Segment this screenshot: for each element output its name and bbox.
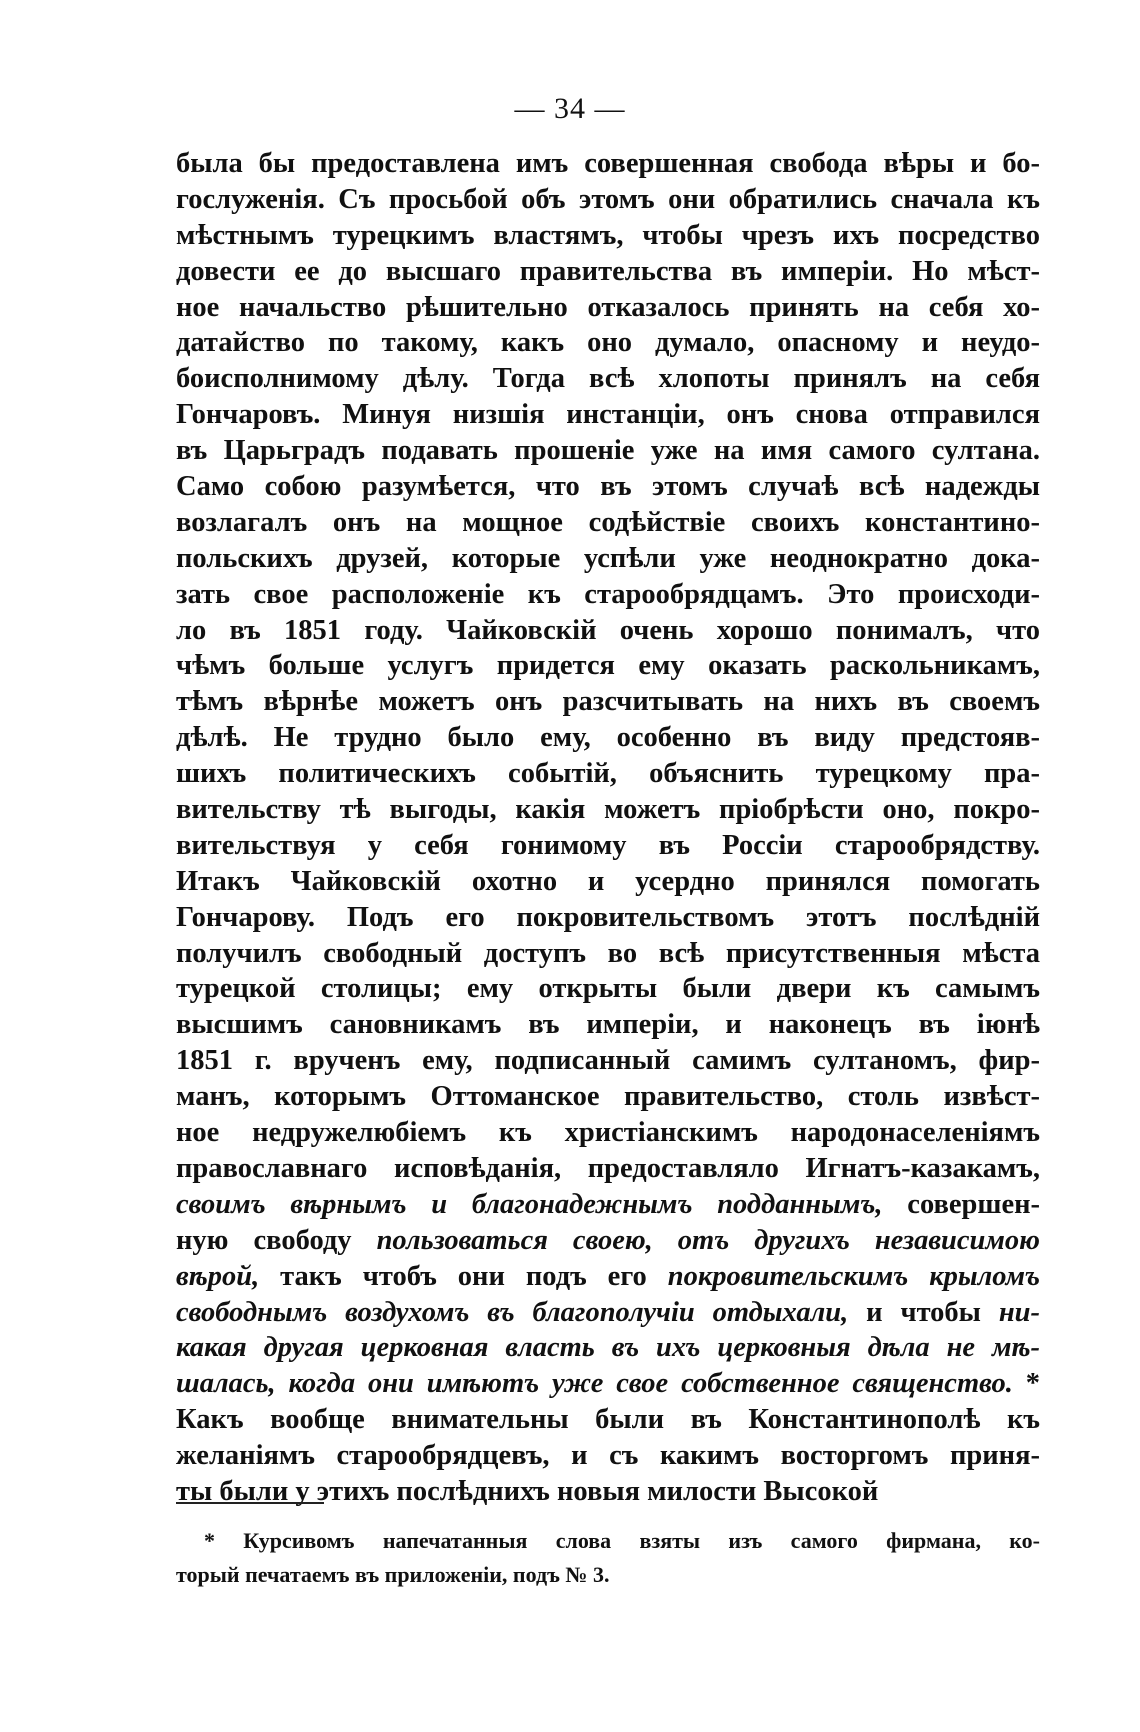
footnote (176, 1524, 1040, 1592)
text-segment: дѣлѣ. Не трудно было ему, особенно въ виду предстояв- (176, 722, 1040, 754)
text-segment: была бы предоставлена имъ совершенная свобода вѣры и бо- (176, 148, 1040, 179)
text-segment: * (1012, 1368, 1040, 1400)
text-segment: гослуженія. Съ просьбой объ этомъ они обратились сначала къ (176, 183, 1040, 215)
text-line (176, 1474, 1040, 1510)
text-line (176, 1115, 1040, 1151)
text-segment: чѣмъ больше услугъ придется ему оказать раскольникамъ, (176, 650, 1040, 682)
text-segment: турецкой столицы; ему открыты были двери къ самымъ (176, 973, 1040, 1005)
italic-text: шалась, когда они имѣютъ уже свое собственное священство. (176, 1368, 1013, 1400)
text-line (176, 971, 1040, 1007)
text-line (176, 290, 1040, 326)
text-segment: зать свое расположеніе къ старообрядцамъ. Это происходи- (176, 578, 1040, 610)
text-line (176, 433, 1040, 469)
text-line (176, 900, 1040, 936)
italic-text: пользоваться своею, отъ другихъ независимою (376, 1224, 1040, 1256)
text-segment: Итакъ Чайковскій охотно и усердно принялся помогать (176, 865, 1040, 897)
text-segment: датайство по такому, какъ оно думало, опасному и неудо- (176, 327, 1040, 359)
text-segment: мѣстнымъ турецкимъ властямъ, чтобы чрезъ ихъ посредство (176, 219, 1040, 251)
italic-text: своимъ вѣрнымъ и благонадежнымъ подданнымъ, (176, 1188, 883, 1220)
text-line (176, 146, 1040, 182)
text-line (176, 218, 1040, 254)
text-segment: высшимъ сановникамъ въ имперіи, и наконецъ въ іюнѣ (176, 1009, 1040, 1041)
text-line (176, 1366, 1040, 1402)
text-segment: шихъ политическихъ событій, объяснить турецкому пра- (176, 758, 1040, 790)
text-segment: вительствуя у себя гонимому въ Россіи старообрядству. (176, 829, 1040, 861)
footnote-divider (176, 1502, 324, 1504)
text-segment: ное начальство рѣшительно отказалось принять на себя хо- (176, 291, 1040, 323)
text-line (176, 1151, 1040, 1187)
text-line (176, 828, 1040, 864)
text-segment: довести ее до высшаго правительства въ имперіи. Но мѣст- (176, 255, 1040, 287)
text-segment: совершен- (882, 1188, 1040, 1220)
text-segment: получилъ свободный доступъ во всѣ присутственныя мѣста (176, 937, 1040, 969)
text-segment: вительству тѣ выгоды, какія можетъ пріобрѣсти оно, покро- (176, 794, 1040, 826)
italic-text: какая другая церковная власть въ ихъ церковныя дѣла не мѣ- (176, 1332, 1040, 1364)
italic-text: свободнымъ воздухомъ въ благополучіи отдыхали, (176, 1296, 849, 1328)
text-segment: желаніямъ старообрядцевъ, и съ какимъ восторгомъ приня- (176, 1440, 1040, 1472)
text-segment: и чтобы (848, 1296, 999, 1328)
text-segment: Гончарову. Подъ его покровительствомъ этотъ послѣдній (176, 901, 1040, 933)
page-number: — 34 — (514, 92, 626, 125)
text-segment: тѣмъ вѣрнѣе можетъ онъ разсчитывать на нихъ въ своемъ (176, 686, 1040, 718)
text-line (176, 936, 1040, 972)
text-line (176, 613, 1040, 649)
text-segment: Гончаровъ. Минуя низшія инстанціи, онъ снова отправился (176, 399, 1040, 431)
italic-text: ни- (998, 1296, 1040, 1328)
text-segment: въ Царьградъ подавать прошеніе уже на имя самого султана. (176, 435, 1040, 467)
italic-text: покровительскимъ крыломъ (667, 1260, 1041, 1292)
text-line (176, 1223, 1040, 1259)
text-line (176, 756, 1040, 792)
text-segment: ло въ 1851 году. Чайковскій очень хорошо понималъ, что (176, 614, 1040, 646)
text-line (176, 1402, 1040, 1438)
text-segment: Какъ вообще внимательны были въ Константинополѣ къ (176, 1404, 1040, 1436)
footnote-line: торый печатаемъ въ приложеніи, подъ № 3. (176, 1562, 610, 1587)
text-line (176, 1330, 1040, 1366)
text-segment: ную свободу (176, 1224, 377, 1256)
text-line (176, 648, 1040, 684)
text-line (176, 864, 1040, 900)
text-segment: боисполнимому дѣлу. Тогда всѣ хлопоты принялъ на себя (176, 363, 1040, 395)
text-line (176, 325, 1040, 361)
text-line (176, 1187, 1040, 1223)
text-line (176, 182, 1040, 218)
text-segment: возлагалъ онъ на мощное содѣйствіе своихъ константино- (176, 506, 1040, 538)
text-line (176, 720, 1040, 756)
text-line (176, 1295, 1040, 1331)
text-segment: ное недружелюбіемъ къ христіанскимъ народонаселеніямъ (176, 1117, 1040, 1149)
text-segment: такъ чтобъ они подъ его (259, 1260, 668, 1292)
text-segment: ты были у этихъ послѣднихъ новыя милости Высокой (176, 1475, 879, 1507)
text-segment: 1851 г. врученъ ему, подписанный самимъ султаномъ, фир- (176, 1045, 1040, 1077)
text-line (176, 792, 1040, 828)
body-text (176, 146, 1040, 1510)
text-line (176, 541, 1040, 577)
text-line (176, 397, 1040, 433)
italic-text: вѣрой, (176, 1260, 260, 1292)
text-line (176, 577, 1040, 613)
text-line (176, 1079, 1040, 1115)
text-segment: польскихъ друзей, которые успѣли уже неоднократно дока- (176, 542, 1040, 574)
text-line (176, 254, 1040, 290)
text-segment: православнаго исповѣданія, предоставляло Игнатъ-казакамъ, (176, 1152, 1040, 1184)
footnote-line: * Курсивомъ напечатанныя слова взяты изъ самого фирмана, ко- (204, 1528, 1040, 1553)
text-segment: Само собою разумѣется, что въ этомъ случаѣ всѣ надежды (176, 471, 1040, 503)
text-segment: манъ, которымъ Оттоманское правительство, столь извѣст- (176, 1081, 1040, 1113)
text-line (176, 361, 1040, 397)
text-line (176, 1438, 1040, 1474)
text-line (176, 1259, 1040, 1295)
text-line (176, 469, 1040, 505)
text-line (176, 1007, 1040, 1043)
text-line (176, 684, 1040, 720)
text-line (176, 505, 1040, 541)
text-line (176, 1043, 1040, 1079)
